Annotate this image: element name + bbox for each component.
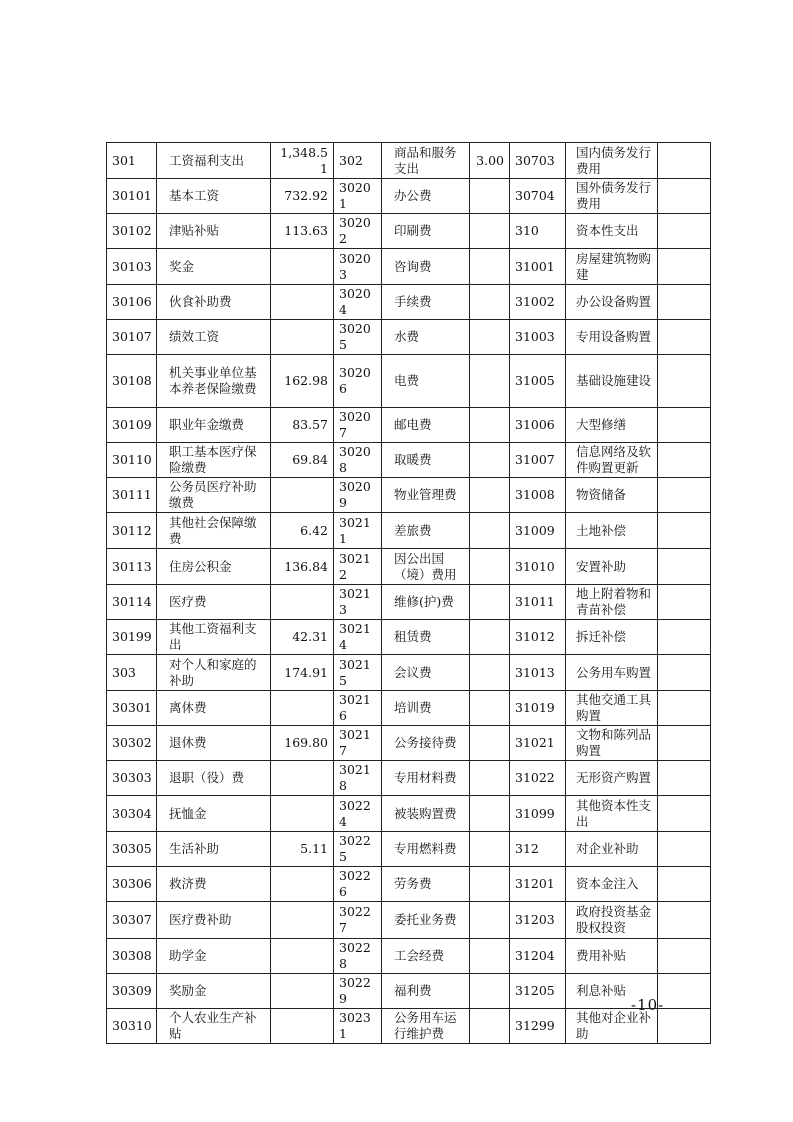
amount-cell: 42.31 bbox=[271, 620, 334, 655]
table-row bbox=[107, 143, 711, 179]
empty-cell bbox=[658, 585, 711, 620]
code-cell: 31022 bbox=[510, 761, 566, 796]
amount-cell: 6.42 bbox=[271, 513, 334, 549]
code-cell: 30208 bbox=[334, 443, 382, 478]
name-cell: 公务接待费 bbox=[382, 726, 470, 761]
amount-cell bbox=[271, 249, 334, 285]
code-cell: 30231 bbox=[334, 1009, 382, 1044]
name-cell: 工资福利支出 bbox=[157, 143, 271, 179]
amount-cell bbox=[271, 867, 334, 902]
name-cell: 地上附着物和青苗补偿 bbox=[566, 585, 658, 620]
amount-cell bbox=[470, 585, 510, 620]
amount-cell: 1,348.51 bbox=[271, 143, 334, 179]
amount-cell bbox=[470, 796, 510, 832]
table-row bbox=[107, 620, 711, 655]
code-cell: 31010 bbox=[510, 549, 566, 585]
code-cell: 30216 bbox=[334, 691, 382, 726]
code-cell: 30204 bbox=[334, 285, 382, 320]
empty-cell bbox=[658, 285, 711, 320]
name-cell: 租赁费 bbox=[382, 620, 470, 655]
empty-cell bbox=[658, 549, 711, 585]
table-row bbox=[107, 285, 711, 320]
amount-cell: 113.63 bbox=[271, 214, 334, 249]
name-cell: 其他资本性支出 bbox=[566, 796, 658, 832]
name-cell: 职业年金缴费 bbox=[157, 408, 271, 443]
table-row bbox=[107, 443, 711, 478]
code-cell: 30226 bbox=[334, 867, 382, 902]
code-cell: 31002 bbox=[510, 285, 566, 320]
name-cell: 水费 bbox=[382, 320, 470, 355]
name-cell: 国内债务发行费用 bbox=[566, 143, 658, 179]
code-cell: 31001 bbox=[510, 249, 566, 285]
table-row bbox=[107, 867, 711, 902]
code-cell: 30302 bbox=[107, 726, 157, 761]
name-cell: 离休费 bbox=[157, 691, 271, 726]
code-cell: 30307 bbox=[107, 902, 157, 939]
name-cell: 福利费 bbox=[382, 974, 470, 1009]
code-cell: 30109 bbox=[107, 408, 157, 443]
empty-cell bbox=[658, 408, 711, 443]
code-cell: 30107 bbox=[107, 320, 157, 355]
name-cell: 伙食补助费 bbox=[157, 285, 271, 320]
table-row bbox=[107, 974, 711, 1009]
name-cell: 津贴补贴 bbox=[157, 214, 271, 249]
code-cell: 302 bbox=[334, 143, 382, 179]
code-cell: 30213 bbox=[334, 585, 382, 620]
code-cell: 30227 bbox=[334, 902, 382, 939]
name-cell: 印刷费 bbox=[382, 214, 470, 249]
name-cell: 物业管理费 bbox=[382, 478, 470, 513]
code-cell: 31204 bbox=[510, 939, 566, 974]
name-cell: 委托业务费 bbox=[382, 902, 470, 939]
table-row bbox=[107, 408, 711, 443]
name-cell: 拆迁补偿 bbox=[566, 620, 658, 655]
name-cell: 其他社会保障缴费 bbox=[157, 513, 271, 549]
name-cell: 对企业补助 bbox=[566, 832, 658, 867]
amount-cell: 174.91 bbox=[271, 655, 334, 691]
amount-cell bbox=[271, 320, 334, 355]
name-cell: 绩效工资 bbox=[157, 320, 271, 355]
empty-cell bbox=[658, 796, 711, 832]
empty-cell bbox=[658, 832, 711, 867]
amount-cell bbox=[470, 1009, 510, 1044]
name-cell: 专用燃料费 bbox=[382, 832, 470, 867]
name-cell: 因公出国（境）费用 bbox=[382, 549, 470, 585]
table-row bbox=[107, 939, 711, 974]
name-cell: 公务用车购置 bbox=[566, 655, 658, 691]
code-cell: 31205 bbox=[510, 974, 566, 1009]
table-row bbox=[107, 179, 711, 214]
amount-cell: 136.84 bbox=[271, 549, 334, 585]
name-cell: 会议费 bbox=[382, 655, 470, 691]
amount-cell bbox=[470, 549, 510, 585]
code-cell: 30199 bbox=[107, 620, 157, 655]
code-cell: 31008 bbox=[510, 478, 566, 513]
code-cell: 31013 bbox=[510, 655, 566, 691]
code-cell: 30306 bbox=[107, 867, 157, 902]
name-cell: 退职（役）费 bbox=[157, 761, 271, 796]
name-cell: 安置补助 bbox=[566, 549, 658, 585]
name-cell: 助学金 bbox=[157, 939, 271, 974]
name-cell: 生活补助 bbox=[157, 832, 271, 867]
code-cell: 30101 bbox=[107, 179, 157, 214]
code-cell: 30229 bbox=[334, 974, 382, 1009]
name-cell: 商品和服务支出 bbox=[382, 143, 470, 179]
name-cell: 手续费 bbox=[382, 285, 470, 320]
code-cell: 31005 bbox=[510, 355, 566, 408]
name-cell: 差旅费 bbox=[382, 513, 470, 549]
amount-cell bbox=[271, 285, 334, 320]
amount-cell bbox=[470, 285, 510, 320]
code-cell: 30202 bbox=[334, 214, 382, 249]
code-cell: 30113 bbox=[107, 549, 157, 585]
empty-cell bbox=[658, 867, 711, 902]
code-cell: 30209 bbox=[334, 478, 382, 513]
name-cell: 资本金注入 bbox=[566, 867, 658, 902]
amount-cell bbox=[470, 214, 510, 249]
code-cell: 31007 bbox=[510, 443, 566, 478]
empty-cell bbox=[658, 1009, 711, 1044]
code-cell: 30114 bbox=[107, 585, 157, 620]
amount-cell bbox=[271, 974, 334, 1009]
code-cell: 30309 bbox=[107, 974, 157, 1009]
name-cell: 咨询费 bbox=[382, 249, 470, 285]
name-cell: 无形资产购置 bbox=[566, 761, 658, 796]
amount-cell bbox=[271, 796, 334, 832]
name-cell: 其他工资福利支出 bbox=[157, 620, 271, 655]
name-cell: 其他交通工具购置 bbox=[566, 691, 658, 726]
empty-cell bbox=[658, 214, 711, 249]
amount-cell bbox=[470, 408, 510, 443]
code-cell: 31019 bbox=[510, 691, 566, 726]
code-cell: 30201 bbox=[334, 179, 382, 214]
code-cell: 30218 bbox=[334, 761, 382, 796]
code-cell: 312 bbox=[510, 832, 566, 867]
name-cell: 被装购置费 bbox=[382, 796, 470, 832]
name-cell: 电费 bbox=[382, 355, 470, 408]
amount-cell bbox=[271, 902, 334, 939]
name-cell: 基本工资 bbox=[157, 179, 271, 214]
name-cell: 救济费 bbox=[157, 867, 271, 902]
code-cell: 30106 bbox=[107, 285, 157, 320]
table-row bbox=[107, 832, 711, 867]
code-cell: 30228 bbox=[334, 939, 382, 974]
amount-cell bbox=[470, 620, 510, 655]
name-cell: 房屋建筑物购建 bbox=[566, 249, 658, 285]
code-cell: 30207 bbox=[334, 408, 382, 443]
name-cell: 奖励金 bbox=[157, 974, 271, 1009]
code-cell: 31011 bbox=[510, 585, 566, 620]
code-cell: 31201 bbox=[510, 867, 566, 902]
amount-cell bbox=[271, 1009, 334, 1044]
name-cell: 费用补贴 bbox=[566, 939, 658, 974]
name-cell: 医疗费 bbox=[157, 585, 271, 620]
name-cell: 办公设备购置 bbox=[566, 285, 658, 320]
name-cell: 维修(护)费 bbox=[382, 585, 470, 620]
name-cell: 对个人和家庭的补助 bbox=[157, 655, 271, 691]
expenditure-classification-table bbox=[106, 142, 711, 1044]
amount-cell: 83.57 bbox=[271, 408, 334, 443]
name-cell: 退休费 bbox=[157, 726, 271, 761]
code-cell: 30205 bbox=[334, 320, 382, 355]
empty-cell bbox=[658, 761, 711, 796]
amount-cell bbox=[470, 832, 510, 867]
amount-cell bbox=[470, 320, 510, 355]
table-row bbox=[107, 761, 711, 796]
empty-cell bbox=[658, 620, 711, 655]
page-number: -10- bbox=[631, 996, 665, 1014]
empty-cell bbox=[658, 974, 711, 1009]
amount-cell: 69.84 bbox=[271, 443, 334, 478]
empty-cell bbox=[658, 179, 711, 214]
code-cell: 31003 bbox=[510, 320, 566, 355]
name-cell: 邮电费 bbox=[382, 408, 470, 443]
name-cell: 住房公积金 bbox=[157, 549, 271, 585]
name-cell: 专用材料费 bbox=[382, 761, 470, 796]
amount-cell bbox=[470, 902, 510, 939]
amount-cell: 162.98 bbox=[271, 355, 334, 408]
empty-cell bbox=[658, 691, 711, 726]
code-cell: 30217 bbox=[334, 726, 382, 761]
amount-cell bbox=[470, 478, 510, 513]
name-cell: 抚恤金 bbox=[157, 796, 271, 832]
empty-cell bbox=[658, 443, 711, 478]
code-cell: 30225 bbox=[334, 832, 382, 867]
code-cell: 30214 bbox=[334, 620, 382, 655]
empty-cell bbox=[658, 320, 711, 355]
table-row bbox=[107, 549, 711, 585]
code-cell: 30203 bbox=[334, 249, 382, 285]
name-cell: 奖金 bbox=[157, 249, 271, 285]
code-cell: 31203 bbox=[510, 902, 566, 939]
table-row bbox=[107, 214, 711, 249]
name-cell: 培训费 bbox=[382, 691, 470, 726]
table-row bbox=[107, 691, 711, 726]
code-cell: 30112 bbox=[107, 513, 157, 549]
empty-cell bbox=[658, 655, 711, 691]
code-cell: 31099 bbox=[510, 796, 566, 832]
name-cell: 办公费 bbox=[382, 179, 470, 214]
code-cell: 30308 bbox=[107, 939, 157, 974]
name-cell: 劳务费 bbox=[382, 867, 470, 902]
table-row bbox=[107, 902, 711, 939]
name-cell: 公务用车运行维护费 bbox=[382, 1009, 470, 1044]
empty-cell bbox=[658, 249, 711, 285]
code-cell: 30224 bbox=[334, 796, 382, 832]
name-cell: 土地补偿 bbox=[566, 513, 658, 549]
table-row bbox=[107, 320, 711, 355]
name-cell: 其他对企业补助 bbox=[566, 1009, 658, 1044]
amount-cell bbox=[470, 691, 510, 726]
name-cell: 信息网络及软件购置更新 bbox=[566, 443, 658, 478]
name-cell: 利息补贴 bbox=[566, 974, 658, 1009]
name-cell: 机关事业单位基本养老保险缴费 bbox=[157, 355, 271, 408]
amount-cell bbox=[470, 655, 510, 691]
name-cell: 政府投资基金股权投资 bbox=[566, 902, 658, 939]
name-cell: 专用设备购置 bbox=[566, 320, 658, 355]
table-row bbox=[107, 355, 711, 408]
table-row bbox=[107, 513, 711, 549]
amount-cell bbox=[470, 761, 510, 796]
amount-cell bbox=[271, 691, 334, 726]
empty-cell bbox=[658, 513, 711, 549]
amount-cell bbox=[470, 355, 510, 408]
amount-cell bbox=[470, 443, 510, 478]
table-body bbox=[107, 143, 711, 1044]
name-cell: 基础设施建设 bbox=[566, 355, 658, 408]
table-row bbox=[107, 726, 711, 761]
amount-cell: 5.11 bbox=[271, 832, 334, 867]
name-cell: 取暖费 bbox=[382, 443, 470, 478]
name-cell: 国外债务发行费用 bbox=[566, 179, 658, 214]
amount-cell bbox=[271, 761, 334, 796]
amount-cell bbox=[470, 726, 510, 761]
code-cell: 31012 bbox=[510, 620, 566, 655]
code-cell: 30303 bbox=[107, 761, 157, 796]
code-cell: 303 bbox=[107, 655, 157, 691]
code-cell: 301 bbox=[107, 143, 157, 179]
code-cell: 30215 bbox=[334, 655, 382, 691]
amount-cell bbox=[470, 939, 510, 974]
name-cell: 文物和陈列品购置 bbox=[566, 726, 658, 761]
name-cell: 资本性支出 bbox=[566, 214, 658, 249]
name-cell: 公务员医疗补助缴费 bbox=[157, 478, 271, 513]
amount-cell: 732.92 bbox=[271, 179, 334, 214]
code-cell: 30103 bbox=[107, 249, 157, 285]
name-cell: 大型修缮 bbox=[566, 408, 658, 443]
empty-cell bbox=[658, 939, 711, 974]
table-row bbox=[107, 585, 711, 620]
table-row bbox=[107, 796, 711, 832]
code-cell: 30704 bbox=[510, 179, 566, 214]
name-cell: 工会经费 bbox=[382, 939, 470, 974]
name-cell: 职工基本医疗保险缴费 bbox=[157, 443, 271, 478]
code-cell: 30305 bbox=[107, 832, 157, 867]
code-cell: 30110 bbox=[107, 443, 157, 478]
table-row bbox=[107, 1009, 711, 1044]
code-cell: 30310 bbox=[107, 1009, 157, 1044]
code-cell: 30206 bbox=[334, 355, 382, 408]
code-cell: 30102 bbox=[107, 214, 157, 249]
code-cell: 30108 bbox=[107, 355, 157, 408]
table-row bbox=[107, 655, 711, 691]
code-cell: 31021 bbox=[510, 726, 566, 761]
empty-cell bbox=[658, 478, 711, 513]
code-cell: 30212 bbox=[334, 549, 382, 585]
name-cell: 物资储备 bbox=[566, 478, 658, 513]
code-cell: 30703 bbox=[510, 143, 566, 179]
amount-cell bbox=[271, 478, 334, 513]
code-cell: 31009 bbox=[510, 513, 566, 549]
name-cell: 医疗费补助 bbox=[157, 902, 271, 939]
amount-cell bbox=[470, 513, 510, 549]
amount-cell bbox=[470, 867, 510, 902]
name-cell: 个人农业生产补贴 bbox=[157, 1009, 271, 1044]
amount-cell bbox=[470, 179, 510, 214]
amount-cell: 169.80 bbox=[271, 726, 334, 761]
code-cell: 30301 bbox=[107, 691, 157, 726]
amount-cell bbox=[271, 939, 334, 974]
empty-cell bbox=[658, 355, 711, 408]
code-cell: 30111 bbox=[107, 478, 157, 513]
amount-cell bbox=[271, 585, 334, 620]
code-cell: 310 bbox=[510, 214, 566, 249]
code-cell: 30304 bbox=[107, 796, 157, 832]
code-cell: 31299 bbox=[510, 1009, 566, 1044]
amount-cell bbox=[470, 249, 510, 285]
code-cell: 30211 bbox=[334, 513, 382, 549]
table-row bbox=[107, 478, 711, 513]
table-row bbox=[107, 249, 711, 285]
empty-cell bbox=[658, 902, 711, 939]
code-cell: 31006 bbox=[510, 408, 566, 443]
amount-cell: 3.00 bbox=[470, 143, 510, 179]
amount-cell bbox=[470, 974, 510, 1009]
empty-cell bbox=[658, 143, 711, 179]
empty-cell bbox=[658, 726, 711, 761]
